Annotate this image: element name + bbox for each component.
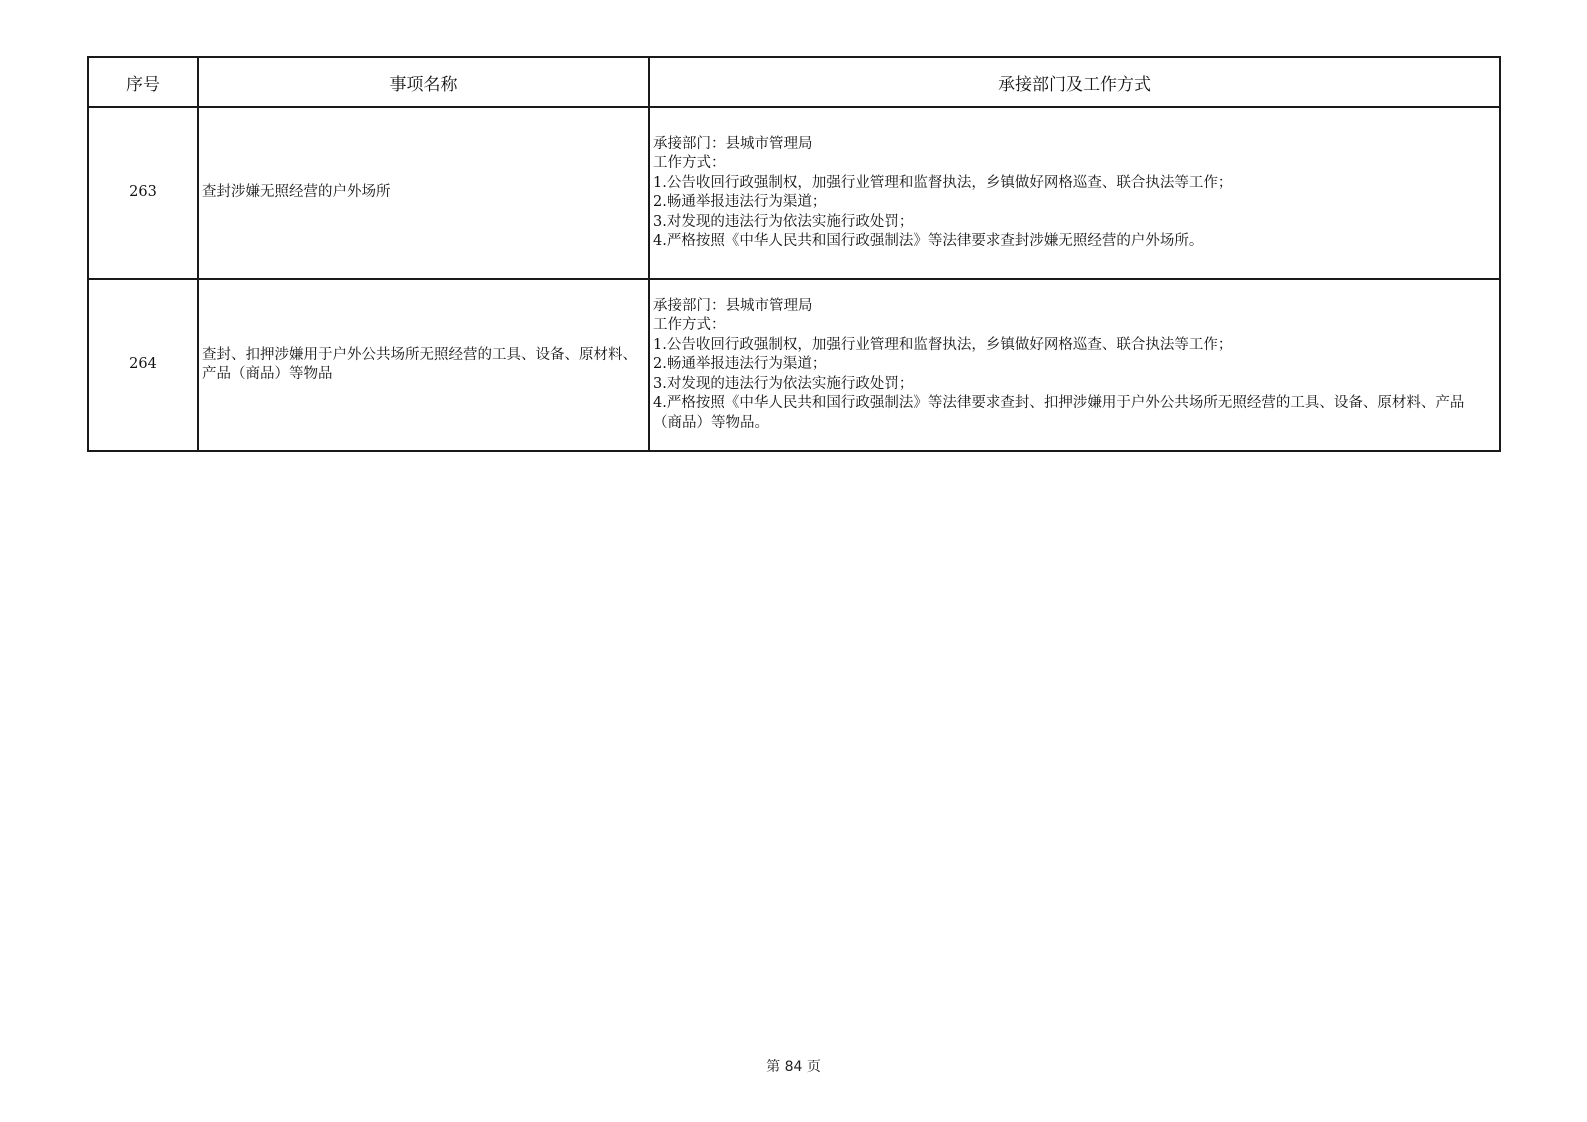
row-serial-number: 263 <box>88 107 198 279</box>
dept-line: 2.畅通举报违法行为渠道； <box>653 194 827 210</box>
header-serial-number: 序号 <box>88 57 198 107</box>
header-row <box>88 57 1500 107</box>
row-department-and-method <box>649 279 1500 451</box>
dept-line: 4.严格按照《中华人民共和国行政强制法》等法律要求查封涉嫌无照经营的户外场所。 <box>653 233 1204 249</box>
dept-line: 2.畅通举报违法行为渠道； <box>653 356 827 373</box>
row-serial-number: 264 <box>88 279 198 451</box>
row-item-name: 查封涉嫌无照经营的户外场所 <box>198 107 649 279</box>
dept-line: 工作方式： <box>653 317 726 334</box>
dept-line: 承接部门：县城市管理局 <box>653 297 813 314</box>
table-body <box>88 107 1500 451</box>
dept-line: 1.公告收回行政强制权，加强行业管理和监督执法，乡镇做好网格巡查、联合执法等工作； <box>653 174 1233 191</box>
table-header <box>88 57 1500 107</box>
dept-line: 1.公告收回行政强制权，加强行业管理和监督执法，乡镇做好网格巡查、联合执法等工作； <box>653 336 1233 353</box>
dept-line: 3.对发现的违法行为依法实施行政处罚； <box>653 375 914 392</box>
row-department-and-method <box>649 107 1500 279</box>
matters-table <box>87 56 1501 452</box>
header-department-and-method: 承接部门及工作方式 <box>649 57 1500 107</box>
table-row <box>88 279 1500 451</box>
dept-line: 工作方式： <box>653 155 726 171</box>
table-row <box>88 107 1500 279</box>
dept-line: 4.严格按照《中华人民共和国行政强制法》等法律要求查封、扣押涉嫌用于户外公共场所无照经营的工具、设备、原材料、产品（商品）等物品。 <box>653 395 1465 431</box>
dept-line: 承接部门：县城市管理局 <box>653 135 813 152</box>
header-item-name: 事项名称 <box>198 57 649 107</box>
dept-line: 3.对发现的违法行为依法实施行政处罚； <box>653 213 914 230</box>
page-number: 第 84 页 <box>766 1059 821 1075</box>
row-item-name: 查封、扣押涉嫌用于户外公共场所无照经营的工具、设备、原材料、产品（商品）等物品 <box>198 279 649 451</box>
